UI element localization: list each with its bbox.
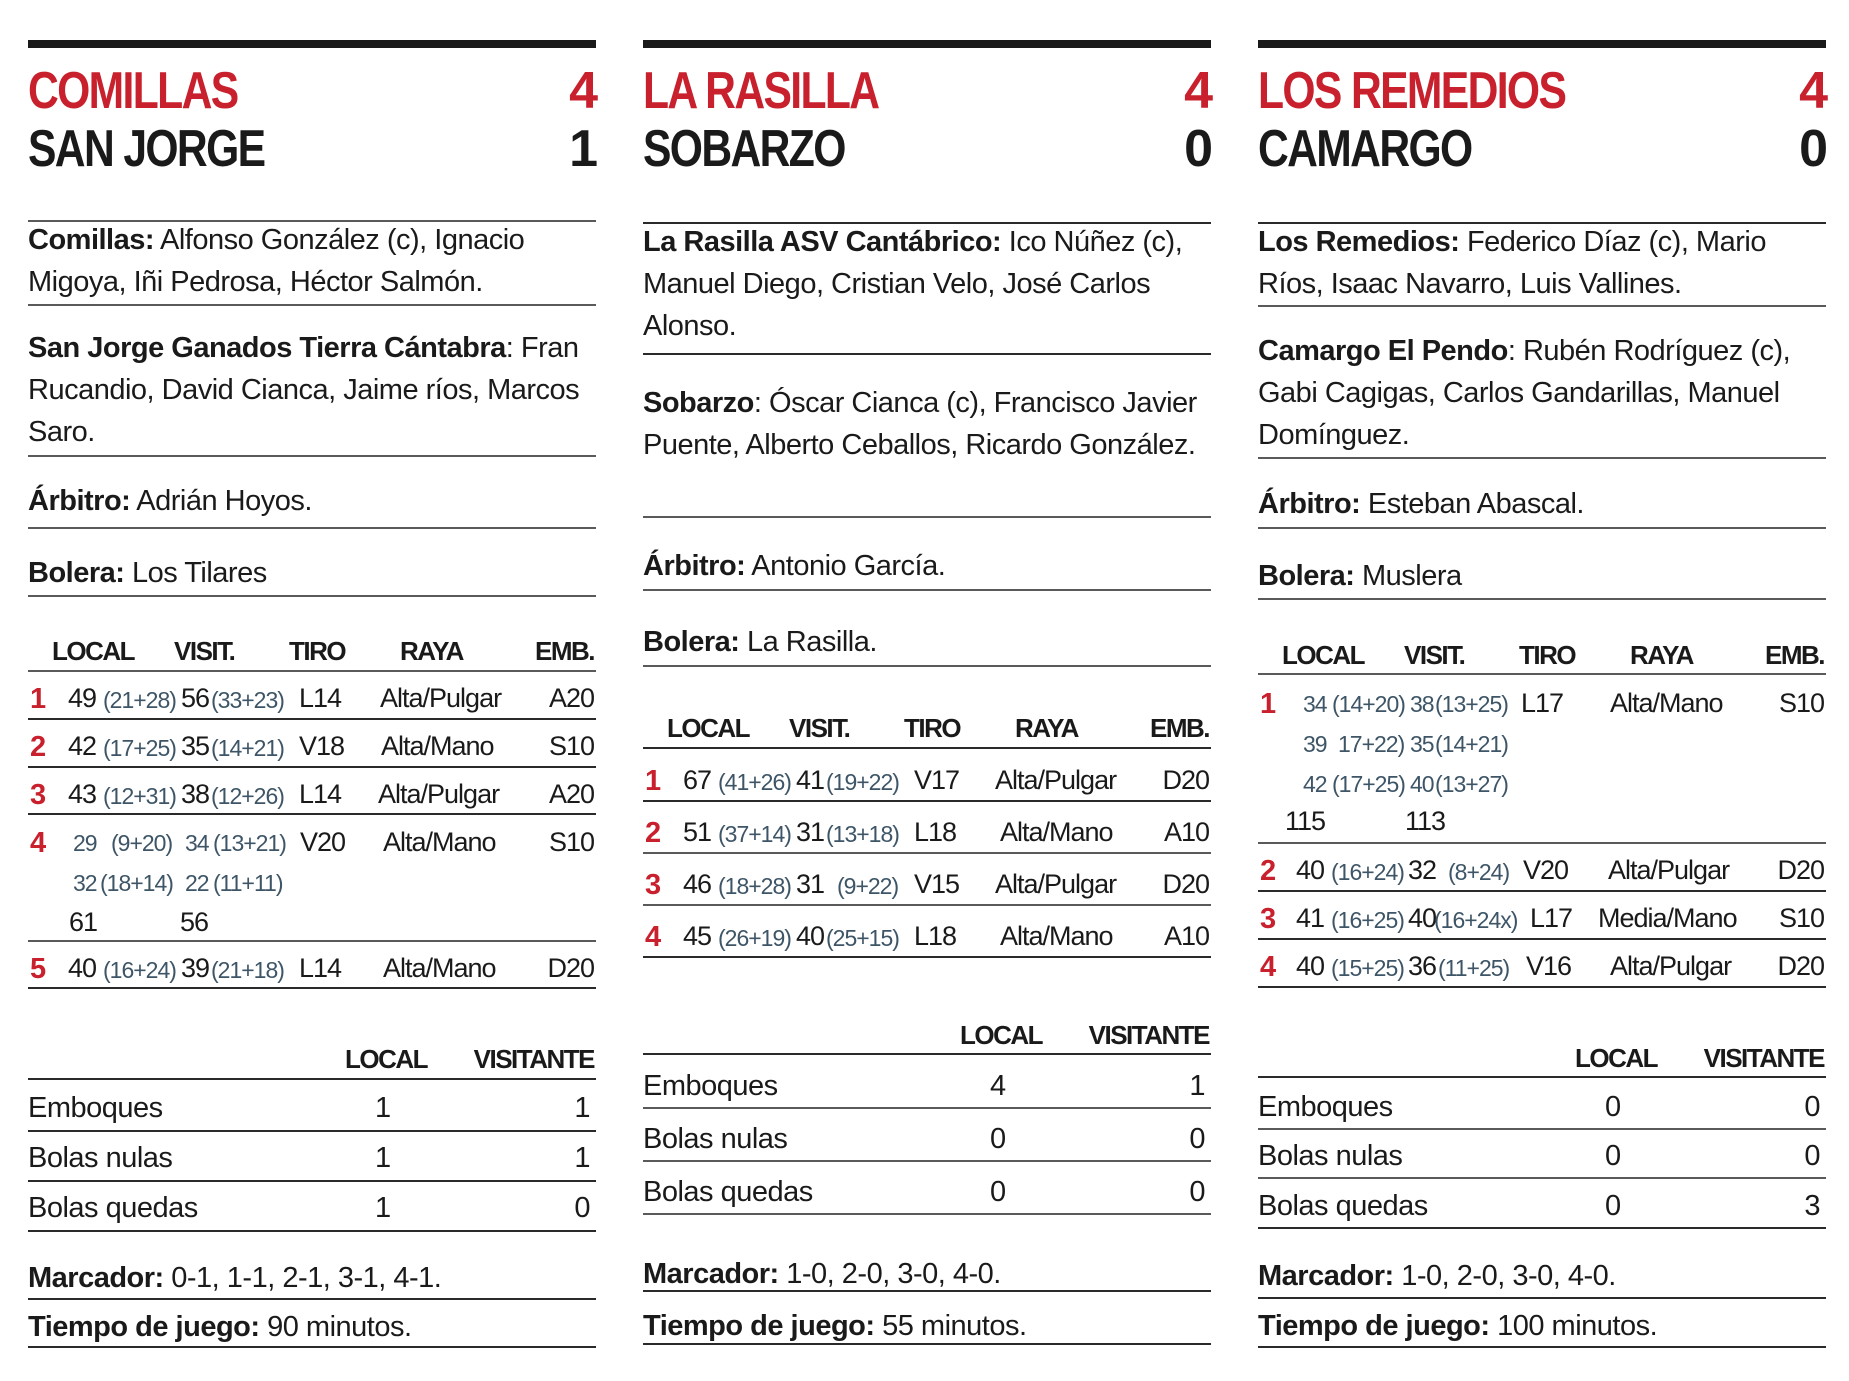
venue-name: Los Tilares xyxy=(131,557,267,589)
home-lineup xyxy=(1258,221,1826,305)
referee-line xyxy=(1258,483,1826,525)
visit-partial: (11+25) xyxy=(1438,955,1510,981)
home-lineup-label: Comillas: xyxy=(28,224,155,256)
tiro: V20 xyxy=(1523,855,1569,885)
divider xyxy=(643,589,1211,591)
divider xyxy=(28,455,596,457)
divider xyxy=(1258,842,1826,844)
venue-line xyxy=(643,621,1211,663)
divider xyxy=(643,852,1211,854)
divider xyxy=(1258,1297,1826,1299)
visit-score: 36 xyxy=(1408,951,1437,981)
divider xyxy=(28,940,596,942)
summary-visit: 1 xyxy=(574,1142,590,1174)
home-lineup-players: Federico Díaz (c), Mario Ríos, Isaac Navarro, Luis Vallines. xyxy=(1258,226,1766,300)
away-team-name: SOBARZO xyxy=(643,120,845,178)
visit-partial: (14+21) xyxy=(1435,731,1508,757)
away-lineup xyxy=(28,327,596,453)
divider xyxy=(1258,890,1826,892)
divider xyxy=(1258,986,1826,988)
home-lineup xyxy=(28,219,596,303)
chico-number: 3 xyxy=(30,779,46,811)
chico-number: 1 xyxy=(1260,688,1276,720)
summary-header xyxy=(1258,1043,1826,1077)
tiro: V15 xyxy=(914,869,960,899)
local-partial: (17+25) xyxy=(1332,771,1405,797)
tiro: V16 xyxy=(1526,951,1572,981)
col-emb: EMB. xyxy=(1765,640,1824,670)
local-score: 40 xyxy=(68,953,97,983)
summary-visit: 1 xyxy=(574,1092,590,1124)
away-team-name: SAN JORGE xyxy=(28,120,265,178)
summary-label: Bolas quedas xyxy=(643,1176,813,1208)
chico-number: 3 xyxy=(1260,903,1276,935)
visit-score: 40 xyxy=(796,921,825,951)
emb: A10 xyxy=(1163,921,1209,951)
visit-score: 39 xyxy=(181,953,210,983)
divider xyxy=(28,1346,596,1348)
summary-col-local: LOCAL xyxy=(345,1044,428,1074)
visit-partial: (16+24x) xyxy=(1434,907,1518,933)
divider xyxy=(28,1180,596,1182)
summary-label: Bolas quedas xyxy=(28,1192,198,1224)
tiro: L17 xyxy=(1530,903,1573,933)
local-partial: (18+28) xyxy=(718,873,791,899)
summary-label: Emboques xyxy=(643,1070,778,1102)
visit-score: 34 xyxy=(185,830,209,856)
emb: D20 xyxy=(1162,869,1209,899)
divider xyxy=(28,1230,596,1232)
away-lineup xyxy=(1258,330,1826,456)
divider xyxy=(643,1290,1211,1292)
venue-line xyxy=(28,552,596,594)
visit-score: 31 xyxy=(796,869,825,899)
away-team-score: 1 xyxy=(569,120,596,178)
summary-visit: 0 xyxy=(574,1192,590,1224)
home-team-row xyxy=(643,62,1211,120)
visit-partial: (12+26) xyxy=(211,783,284,809)
divider xyxy=(1258,305,1826,307)
tiro: L17 xyxy=(1521,688,1564,718)
marcador-value: 1-0, 2-0, 3-0, 4-0. xyxy=(1401,1260,1616,1292)
raya: Alta/Mano xyxy=(383,827,496,857)
summary-label: Emboques xyxy=(1258,1091,1393,1123)
local-score: 49 xyxy=(68,683,97,713)
tiro: L14 xyxy=(299,953,342,983)
emb: A20 xyxy=(548,683,594,713)
raya: Alta/Mano xyxy=(381,731,494,761)
divider xyxy=(1258,598,1826,600)
home-team-row xyxy=(1258,62,1826,120)
referee-name: Antonio García. xyxy=(751,550,946,582)
raya: Alta/Pulgar xyxy=(995,869,1117,899)
summary-col-local: LOCAL xyxy=(1575,1043,1658,1073)
raya: Alta/Mano xyxy=(1000,921,1113,951)
tiempo-value: 100 minutos. xyxy=(1497,1310,1658,1342)
divider xyxy=(1258,1346,1826,1348)
divider xyxy=(643,665,1211,667)
divider xyxy=(643,1107,1211,1109)
chico-number: 1 xyxy=(645,765,661,797)
raya: Alta/Mano xyxy=(1000,817,1113,847)
away-lineup-players: : Rubén Rodríguez (c), Gabi Cagigas, Carlos Gandarillas, Manuel Domínguez. xyxy=(1258,335,1791,451)
away-team-row xyxy=(1258,120,1826,178)
divider xyxy=(1258,457,1826,459)
local-partial: (17+25) xyxy=(103,735,176,761)
local-total: 61 xyxy=(69,907,98,937)
chico-number: 1 xyxy=(30,683,46,715)
visit-total: 56 xyxy=(180,907,209,937)
divider xyxy=(643,1053,1211,1055)
visit-score: 41 xyxy=(796,765,825,795)
away-lineup-label: Camargo El Pendo xyxy=(1258,335,1508,367)
col-local: LOCAL xyxy=(667,713,750,743)
col-tiro: TIRO xyxy=(1519,640,1576,670)
tiempo-value: 55 minutos. xyxy=(882,1310,1027,1342)
summary-local: 0 xyxy=(1605,1091,1621,1123)
divider xyxy=(1258,1227,1826,1229)
chicos-table-header xyxy=(643,713,1211,747)
divider xyxy=(28,670,596,672)
visit-score: 56 xyxy=(181,683,210,713)
home-team-name: COMILLAS xyxy=(28,62,238,120)
local-partial: (41+26) xyxy=(718,769,791,795)
raya: Alta/Pulgar xyxy=(995,765,1117,795)
divider xyxy=(1258,938,1826,940)
visit-partial: (21+18) xyxy=(211,957,284,983)
away-team-row xyxy=(643,120,1211,178)
venue-name: Muslera xyxy=(1361,560,1462,592)
local-score: 46 xyxy=(683,869,712,899)
visit-partial: (14+21) xyxy=(211,735,284,761)
visit-partial: (25+15) xyxy=(826,925,899,951)
local-score: 45 xyxy=(683,921,712,951)
emb: S10 xyxy=(1778,688,1824,718)
marcador-line xyxy=(28,1262,596,1295)
tiempo-label: Tiempo de juego: xyxy=(28,1311,260,1343)
summary-visit: 3 xyxy=(1804,1190,1820,1222)
home-lineup-label: Los Remedios: xyxy=(1258,226,1460,258)
away-team-score: 0 xyxy=(1184,120,1211,178)
divider xyxy=(643,1343,1211,1345)
local-partial: (9+20) xyxy=(111,830,173,856)
emb: D20 xyxy=(1162,765,1209,795)
venue-line xyxy=(1258,555,1826,597)
summary-label: Bolas nulas xyxy=(643,1123,788,1155)
local-partial: 17+22) xyxy=(1338,731,1405,757)
summary-local: 1 xyxy=(375,1192,391,1224)
home-lineup-label: La Rasilla ASV Cantábrico: xyxy=(643,226,1002,258)
chico-number: 4 xyxy=(30,827,46,859)
home-team-row xyxy=(28,62,596,120)
visit-score: 35 xyxy=(181,731,210,761)
visit-partial: (13+18) xyxy=(826,821,899,847)
local-partial: (15+25) xyxy=(1331,955,1404,981)
emb: S10 xyxy=(548,731,594,761)
summary-col-visitante: VISITANTE xyxy=(473,1044,594,1074)
visit-partial: (19+22) xyxy=(826,769,899,795)
away-lineup-players: : Óscar Cianca (c), Francisco Javier Puente, Alberto Ceballos, Ricardo González. xyxy=(643,387,1197,461)
local-score: 34 xyxy=(1303,691,1327,717)
divider xyxy=(643,904,1211,906)
divider xyxy=(28,1078,596,1080)
emb: S10 xyxy=(1778,903,1824,933)
tiro: L14 xyxy=(299,779,342,809)
divider xyxy=(28,595,596,597)
chico-number: 4 xyxy=(1260,951,1276,983)
home-team-score: 4 xyxy=(1184,62,1211,120)
emb: S10 xyxy=(548,827,594,857)
local-score: 41 xyxy=(1296,903,1325,933)
referee-label: Árbitro: xyxy=(1258,488,1361,520)
marcador-value: 0-1, 1-1, 2-1, 3-1, 4-1. xyxy=(171,1262,442,1294)
tiempo-label: Tiempo de juego: xyxy=(643,1310,875,1342)
local-score: 32 xyxy=(73,870,97,896)
tiro: V18 xyxy=(299,731,345,761)
visit-score: 40 xyxy=(1410,771,1434,797)
local-partial: (16+25) xyxy=(1331,907,1404,933)
visit-partial: (13+21) xyxy=(213,830,286,856)
raya: Media/Mano xyxy=(1598,903,1737,933)
raya: Alta/Pulgar xyxy=(380,683,502,713)
summary-col-visitante: VISITANTE xyxy=(1703,1043,1824,1073)
local-score: 67 xyxy=(683,765,712,795)
tiro: V17 xyxy=(914,765,960,795)
summary-local: 0 xyxy=(990,1123,1006,1155)
visit-score: 32 xyxy=(1408,855,1437,885)
away-lineup-label: Sobarzo xyxy=(643,387,754,419)
referee-line xyxy=(643,545,1211,587)
col-tiro: TIRO xyxy=(289,636,346,666)
chico-number: 3 xyxy=(645,869,661,901)
col-local: LOCAL xyxy=(52,636,135,666)
divider xyxy=(28,766,596,768)
home-team-score: 4 xyxy=(569,62,596,120)
visit-score: 22 xyxy=(185,870,209,896)
home-lineup-players: Alfonso González (c), Ignacio Migoya, Iñi Pedrosa, Héctor Salmón. xyxy=(28,224,525,298)
chico-number: 4 xyxy=(645,921,661,953)
divider xyxy=(1258,1076,1826,1078)
divider xyxy=(643,1213,1211,1215)
local-score: 40 xyxy=(1296,951,1325,981)
visit-score: 38 xyxy=(181,779,210,809)
raya: Alta/Pulgar xyxy=(378,779,500,809)
emb: D20 xyxy=(1777,951,1824,981)
visit-score: 38 xyxy=(1410,691,1434,717)
local-total: 115 xyxy=(1285,806,1326,836)
col-raya: RAYA xyxy=(1015,713,1078,743)
divider xyxy=(28,1298,596,1300)
summary-visit: 0 xyxy=(1189,1123,1205,1155)
home-lineup xyxy=(643,221,1211,347)
local-score: 51 xyxy=(683,817,712,847)
venue-label: Bolera: xyxy=(28,557,125,589)
tiro: L14 xyxy=(299,683,342,713)
divider xyxy=(1258,1128,1826,1130)
referee-label: Árbitro: xyxy=(643,550,746,582)
summary-local: 0 xyxy=(990,1176,1006,1208)
summary-label: Emboques xyxy=(28,1092,163,1124)
visit-partial: (9+22) xyxy=(837,873,899,899)
summary-local: 0 xyxy=(1605,1190,1621,1222)
tiro: V20 xyxy=(300,827,346,857)
venue-label: Bolera: xyxy=(643,626,740,658)
summary-header xyxy=(643,1020,1211,1054)
divider xyxy=(643,353,1211,355)
venue-name: La Rasilla. xyxy=(746,626,877,658)
home-team-name: LA RASILLA xyxy=(643,62,879,120)
visit-score: 40 xyxy=(1408,903,1437,933)
summary-local: 1 xyxy=(375,1092,391,1124)
divider xyxy=(28,813,596,815)
divider xyxy=(28,718,596,720)
chico-number: 2 xyxy=(30,731,46,763)
col-tiro: TIRO xyxy=(904,713,961,743)
tiempo-value: 90 minutos. xyxy=(267,1311,412,1343)
local-partial: (16+24) xyxy=(103,957,176,983)
raya: Alta/Mano xyxy=(383,953,496,983)
emb: A20 xyxy=(548,779,594,809)
col-visit: VISIT. xyxy=(789,713,850,743)
tiempo-line xyxy=(28,1311,596,1344)
chico-number: 2 xyxy=(645,817,661,849)
visit-partial: (8+24) xyxy=(1448,859,1510,885)
away-team-score: 0 xyxy=(1799,120,1826,178)
summary-local: 0 xyxy=(1605,1140,1621,1172)
visit-score: 31 xyxy=(796,817,825,847)
home-team-score: 4 xyxy=(1799,62,1826,120)
marcador-label: Marcador: xyxy=(28,1262,164,1294)
col-raya: RAYA xyxy=(400,636,463,666)
col-visit: VISIT. xyxy=(1404,640,1465,670)
tiro: L18 xyxy=(914,817,957,847)
tiro: L18 xyxy=(914,921,957,951)
away-team-row xyxy=(28,120,596,178)
local-partial: (37+14) xyxy=(718,821,791,847)
raya: Alta/Mano xyxy=(1610,688,1723,718)
top-rule xyxy=(28,40,596,48)
home-lineup-players: Ico Núñez (c), Manuel Diego, Cristian Velo, José Carlos Alonso. xyxy=(643,226,1183,342)
venue-label: Bolera: xyxy=(1258,560,1355,592)
col-emb: EMB. xyxy=(535,636,594,666)
divider xyxy=(643,747,1211,749)
local-score: 39 xyxy=(1303,731,1327,757)
referee-line xyxy=(28,480,596,522)
marcador-line xyxy=(1258,1260,1826,1293)
visit-score: 35 xyxy=(1410,731,1434,757)
divider xyxy=(28,527,596,529)
summary-header xyxy=(28,1044,596,1078)
col-raya: RAYA xyxy=(1630,640,1693,670)
chicos-table-header xyxy=(1258,640,1826,674)
referee-label: Árbitro: xyxy=(28,485,131,517)
local-score: 43 xyxy=(68,779,97,809)
visit-partial: (33+23) xyxy=(211,687,284,713)
local-score: 40 xyxy=(1296,855,1325,885)
marcador-label: Marcador: xyxy=(643,1258,779,1290)
divider xyxy=(643,516,1211,518)
chicos-table-header xyxy=(28,636,596,670)
summary-visit: 1 xyxy=(1189,1070,1205,1102)
away-lineup-players: : Fran Rucandio, David Cianca, Jaime ríos, Marcos Saro. xyxy=(28,332,580,448)
local-partial: (12+31) xyxy=(103,783,176,809)
summary-visit: 0 xyxy=(1804,1091,1820,1123)
summary-local: 4 xyxy=(990,1070,1006,1102)
raya: Alta/Pulgar xyxy=(1610,951,1732,981)
local-score: 42 xyxy=(1303,771,1327,797)
summary-label: Bolas nulas xyxy=(28,1142,173,1174)
summary-visit: 0 xyxy=(1804,1140,1820,1172)
tiempo-label: Tiempo de juego: xyxy=(1258,1310,1490,1342)
divider xyxy=(1258,1177,1826,1179)
tiempo-line xyxy=(643,1310,1211,1343)
divider xyxy=(643,800,1211,802)
chico-number: 2 xyxy=(1260,855,1276,887)
summary-local: 1 xyxy=(375,1142,391,1174)
top-rule xyxy=(1258,40,1826,48)
away-lineup-label: San Jorge Ganados Tierra Cántabra xyxy=(28,332,506,364)
summary-col-local: LOCAL xyxy=(960,1020,1043,1050)
chico-number: 5 xyxy=(30,953,46,985)
divider xyxy=(643,956,1211,958)
tiempo-line xyxy=(1258,1310,1826,1343)
top-rule xyxy=(643,40,1211,48)
home-team-name: LOS REMEDIOS xyxy=(1258,62,1566,120)
divider xyxy=(28,987,596,989)
emb: D20 xyxy=(1777,855,1824,885)
visit-total: 113 xyxy=(1405,806,1446,836)
divider xyxy=(643,1160,1211,1162)
emb: D20 xyxy=(547,953,594,983)
divider xyxy=(28,1130,596,1132)
local-partial: (16+24) xyxy=(1331,859,1404,885)
summary-col-visitante: VISITANTE xyxy=(1088,1020,1209,1050)
marcador-label: Marcador: xyxy=(1258,1260,1394,1292)
local-partial: (21+28) xyxy=(103,687,176,713)
away-team-name: CAMARGO xyxy=(1258,120,1472,178)
col-local: LOCAL xyxy=(1282,640,1365,670)
local-score: 29 xyxy=(73,830,97,856)
referee-name: Esteban Abascal. xyxy=(1367,488,1584,520)
visit-partial: (13+25) xyxy=(1435,691,1508,717)
divider xyxy=(1258,527,1826,529)
summary-label: Bolas quedas xyxy=(1258,1190,1428,1222)
local-partial: (14+20) xyxy=(1332,691,1405,717)
divider xyxy=(1258,673,1826,675)
referee-name: Adrián Hoyos. xyxy=(136,485,312,517)
away-lineup xyxy=(643,382,1211,466)
summary-visit: 0 xyxy=(1189,1176,1205,1208)
col-emb: EMB. xyxy=(1150,713,1209,743)
local-score: 42 xyxy=(68,731,97,761)
summary-label: Bolas nulas xyxy=(1258,1140,1403,1172)
raya: Alta/Pulgar xyxy=(1608,855,1730,885)
local-partial: (18+14) xyxy=(100,870,173,896)
visit-partial: (13+27) xyxy=(1435,771,1508,797)
visit-partial: (11+11) xyxy=(213,870,283,896)
local-partial: (26+19) xyxy=(718,925,791,951)
divider xyxy=(28,304,596,306)
emb: A10 xyxy=(1163,817,1209,847)
marcador-value: 1-0, 2-0, 3-0, 4-0. xyxy=(786,1258,1001,1290)
col-visit: VISIT. xyxy=(174,636,235,666)
marcador-line xyxy=(643,1258,1211,1291)
